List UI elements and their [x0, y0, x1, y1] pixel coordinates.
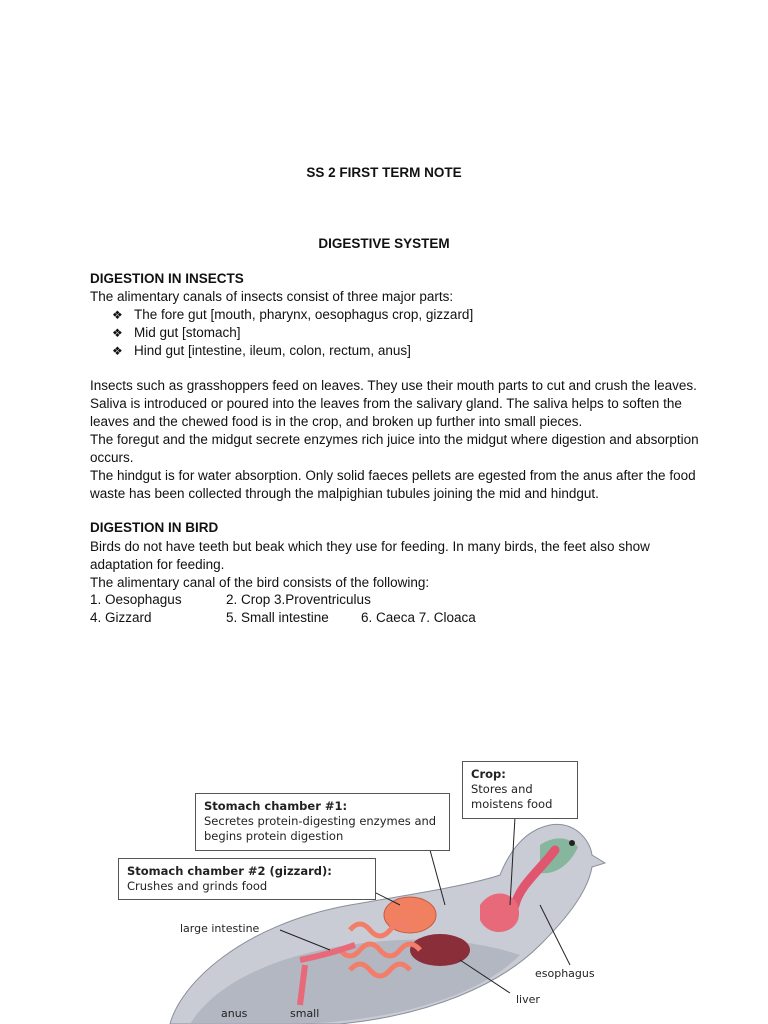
diamond-bullet-icon: ❖ [112, 326, 123, 340]
callout-chamber1-text: Secretes protein-digesting enzymes and begins protein digestion [204, 814, 437, 843]
insects-intro: The alimentary canals of insects consist of three major parts: [90, 289, 454, 304]
insect-gut-list [112, 306, 473, 360]
callout-chamber2-title: Stomach chamber #2 (gizzard): [127, 864, 332, 878]
label-large-intestine: large intestine [180, 922, 260, 935]
bird-part-crop-proventriculus: 2. Crop 3.Proventriculus [226, 592, 371, 607]
list-item [112, 306, 473, 324]
list-item-text: Hind gut [intestine, ileum, colon, rectum, anus] [134, 343, 411, 358]
bird-eye [569, 840, 575, 846]
callout-chamber1 [195, 793, 450, 851]
callout-crop-title: Crop: [471, 767, 506, 781]
doc-title: SS 2 FIRST TERM NOTE [306, 165, 462, 180]
label-small: small [290, 1007, 320, 1020]
callout-chamber2 [118, 858, 376, 900]
section-title: DIGESTIVE SYSTEM [318, 236, 450, 251]
list-item [112, 342, 473, 360]
bird-paragraph-2: The alimentary canal of the bird consists of the following: [90, 575, 430, 590]
label-anus: anus [221, 1007, 248, 1020]
bird-heading: DIGESTION IN BIRD [90, 520, 219, 535]
bird-part-caeca-cloaca: 6. Caeca 7. Cloaca [361, 610, 476, 625]
bird-part-small-intestine: 5. Small intestine [226, 610, 329, 625]
bird-digestive-figure [100, 755, 660, 1024]
diamond-bullet-icon: ❖ [112, 308, 123, 322]
insects-paragraph-3: The hindgut is for water absorption. Only solid faeces pellets are egested from the anus after the food waste has been collected through the malpighian tubules joining the mid and hindgut. [90, 468, 696, 501]
callout-chamber2-text: Crushes and grinds food [127, 879, 268, 893]
diamond-bullet-icon: ❖ [112, 344, 123, 358]
bird-paragraph-1: Birds do not have teeth but beak which they use for feeding. In many birds, the feet also show adaptation for feeding. [90, 539, 650, 572]
label-liver: liver [516, 993, 540, 1006]
insects-paragraph-1: Insects such as grasshoppers feed on leaves. They use their mouth parts to cut and crush the leaves. Saliva is introduced or poured into the leaves from the salivary gland. The saliva helps to soften the leaves and the chewed food is in the crop, and broken up further into small pieces. [90, 378, 697, 429]
list-item-text: Mid gut [stomach] [134, 325, 241, 340]
crop-organ [480, 893, 519, 932]
list-item-text: The fore gut [mouth, pharynx, oesophagus crop, gizzard] [134, 307, 474, 322]
list-item [112, 324, 473, 342]
bird-part-oesophagus: 1. Oesophagus [90, 592, 182, 607]
bird-part-gizzard: 4. Gizzard [90, 610, 152, 625]
callout-crop [462, 761, 578, 819]
insects-paragraph-2: The foregut and the midgut secrete enzymes rich juice into the midgut where digestion and absorption occurs. [90, 432, 699, 465]
callout-crop-text: Stores and moistens food [471, 782, 553, 811]
label-esophagus: esophagus [535, 967, 595, 980]
insects-heading: DIGESTION IN INSECTS [90, 271, 244, 286]
callout-chamber1-title: Stomach chamber #1: [204, 799, 348, 813]
